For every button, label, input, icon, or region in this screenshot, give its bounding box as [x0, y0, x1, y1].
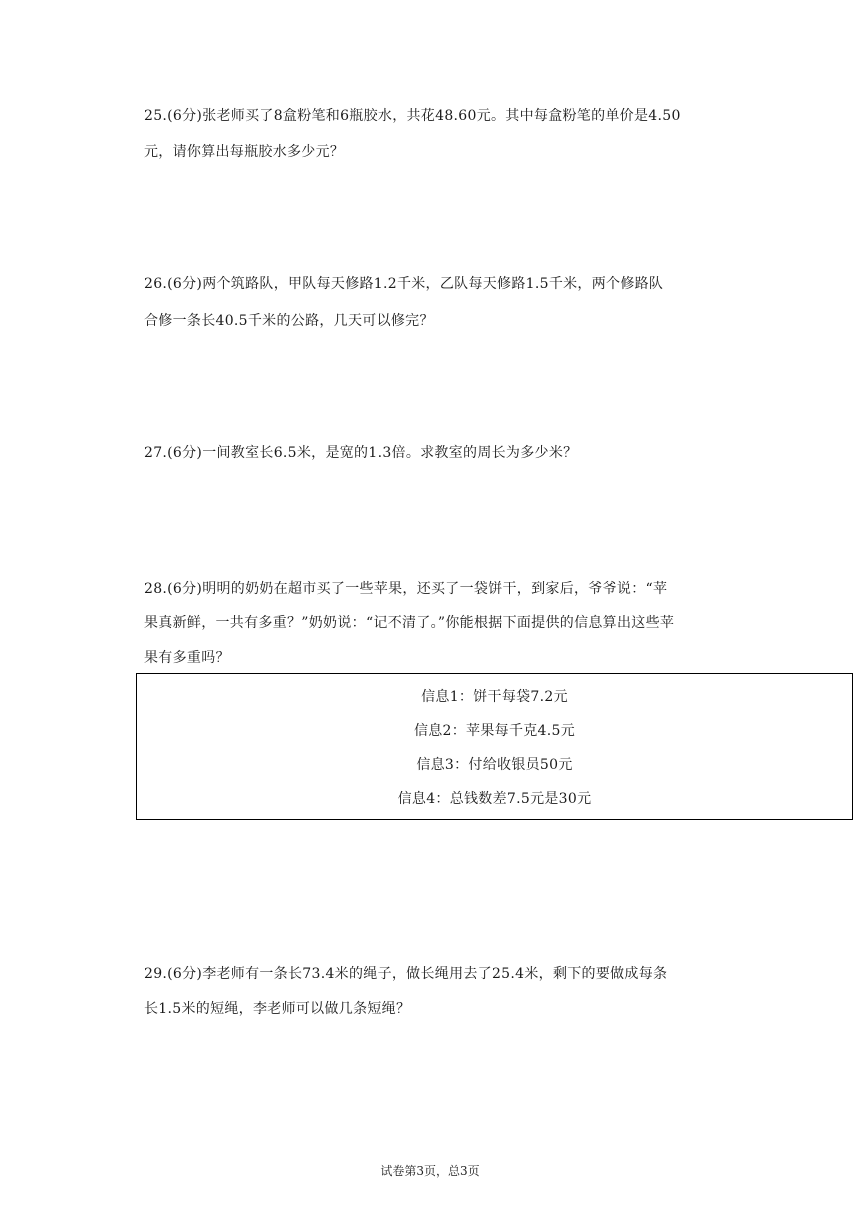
question-29-line-1: 29.(6分)李老师有一条长73.4米的绳子，做长绳用去了25.4米，剩下的要做成每条 — [144, 966, 668, 982]
info-item-3: 信息3：付给收银员50元 — [416, 757, 573, 773]
page-footer: 试卷第3页，总3页 — [380, 1164, 480, 1178]
info-box — [136, 673, 853, 820]
question-28-line-2: 果真新鲜，一共有多重？”奶奶说：“记不清了。”你能根据下面提供的信息算出这些苹 — [144, 615, 675, 631]
question-26-line-2: 合修一条长40.5千米的公路，几天可以修完？ — [144, 313, 434, 329]
question-29-line-2: 长1.5米的短绳，李老师可以做几条短绳？ — [144, 1001, 411, 1017]
question-28-line-1: 28.(6分)明明的奶奶在超市买了一些苹果，还买了一袋饼干，到家后，爷爷说：“苹 — [144, 581, 668, 597]
info-item-2: 信息2：苹果每千克4.5元 — [413, 723, 576, 739]
question-25-line-2: 元，请你算出每瓶胶水多少元？ — [144, 144, 345, 160]
question-27-line-1: 27.(6分)一间教室长6.5米，是宽的1.3倍。求教室的周长为多少米？ — [144, 445, 578, 461]
question-28-line-3: 果有多重吗？ — [144, 650, 230, 666]
question-25-line-1: 25.(6分)张老师买了8盒粉笔和6瓶胶水，共花48.60元。其中每盒粉笔的单价是4.50 — [144, 108, 681, 124]
info-item-4: 信息4：总钱数差7.5元是30元 — [397, 791, 592, 807]
question-26-line-1: 26.(6分)两个筑路队，甲队每天修路1.2千米，乙队每天修路1.5千米，两个修路队 — [144, 276, 664, 292]
info-item-1: 信息1：饼干每袋7.2元 — [421, 689, 568, 705]
